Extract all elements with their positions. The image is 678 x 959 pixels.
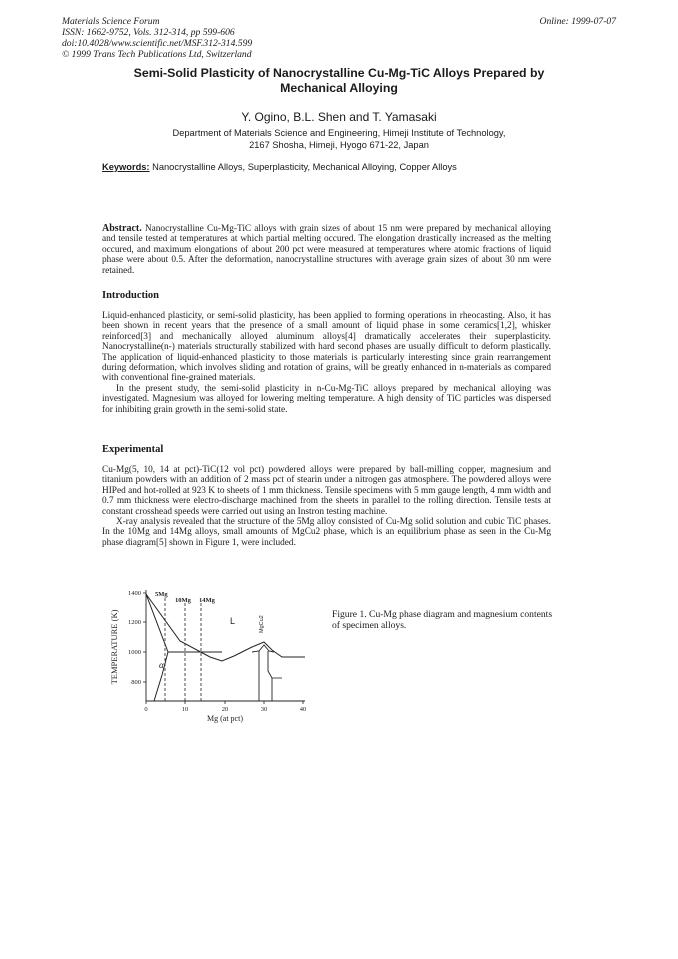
ytick-label: 800 xyxy=(131,679,141,686)
keywords-text: Nanocrystalline Alloys, Superplasticity, Mechanical Alloying, Copper Alloys xyxy=(152,162,457,172)
abstract-text: Nanocrystalline Cu-Mg-TiC alloys with grain sizes of about 15 nm were prepared by mechanical alloying and tensile tested at temperatures at which partial melting occured. The elongation drastically increased as the melting occured, and maximum elongations of about 200 pct were measured at temperatures where atomic fractions of liquid phase were about 0.5. After the deformation, nanocrystalline structures with average grain sizes of about 30 nm were retained. xyxy=(102,224,551,276)
online-date: Online: 1999-07-07 xyxy=(539,16,616,27)
x-axis-title: Mg (at pct) xyxy=(207,714,243,723)
affiliation-line-2: 2167 Shosha, Himeji, Hyogo 671-22, Japan xyxy=(249,140,429,150)
figure-caption: Figure 1. Cu-Mg phase diagram and magnesium contents of specimen alloys. xyxy=(332,609,553,631)
alloy-14mg-label: 14Mg xyxy=(199,597,215,604)
title-line-1: Semi-Solid Plasticity of Nanocrystalline Cu-Mg-TiC Alloys Prepared by xyxy=(133,66,545,80)
experimental-heading: Experimental xyxy=(102,444,164,455)
keywords-label: Keywords: xyxy=(102,162,150,172)
ytick-label: 1000 xyxy=(128,649,141,656)
experimental-paragraph-2: X-ray analysis revealed that the structure of the 5Mg alloy consisted of Cu-Mg solid solution and cubic TiC phases. In the 10Mg and 14Mg alloys, small amounts of MgCu2 phase, which is an equilibrium phase as seen in the Cu-Mg phase diagram[5] shown in Figure 1, were included. xyxy=(102,517,551,548)
journal-header xyxy=(62,16,252,60)
issn-line: ISSN: 1662-9752, Vols. 312-314, pp 599-606 xyxy=(62,27,235,38)
mgcu2-right-boundary xyxy=(268,651,272,701)
introduction-heading: Introduction xyxy=(102,290,159,301)
ytick-label: 1400 xyxy=(128,590,141,597)
phase-diagram-figure xyxy=(102,583,316,723)
liquid-region-label: L xyxy=(230,616,236,626)
doi-line[interactable]: doi:10.4028/www.scientific.net/MSF.312-314.599 xyxy=(62,38,253,49)
title-line-2: Mechanical Alloying xyxy=(280,81,398,95)
introduction-paragraph-2: In the present study, the semi-solid plasticity in n-Cu-Mg-TiC alloys prepared by mechanical alloying was investigated. Magnesium was alloyed for lowering melting temperature. A high density of TiC particles was dispersed for inhibiting grain growth in the semi-solid state. xyxy=(102,383,551,415)
ytick-label: 1200 xyxy=(128,619,141,626)
xtick-label: 20 xyxy=(221,706,229,713)
xtick-label: 10 xyxy=(181,706,189,713)
abstract-label: Abstract. xyxy=(102,223,142,234)
mgcu2-label: MgCu2 xyxy=(259,615,265,633)
xtick-label: 30 xyxy=(260,706,268,713)
liquidus-line xyxy=(146,594,305,661)
xtick-label: 40 xyxy=(299,706,307,713)
introduction-body xyxy=(102,311,551,415)
abstract xyxy=(102,224,551,276)
experimental-paragraph-1: Cu-Mg(5, 10, 14 at pct)-TiC(12 vol pct) powdered alloys were prepared by ball-milling copper, magnesium and titanium powders with an addition of 2 mass pct of stearin under a nitrogen gas atmosphere. The powdered alloys were HIPed and hot-rolled at 923 K to sheets of 1 mm thickness. Tensile specimens with 5 mm gauge length, 4 mm width and 0.7 mm thickness were electro-discharge machined from the sheets in parallel to the rolling direction. Tensile tests at constant crosshead speeds were carried out using an Instron testing machine. xyxy=(102,465,551,517)
affiliation xyxy=(0,127,678,151)
alloy-5mg-label: 5Mg xyxy=(155,591,168,598)
introduction-paragraph-1: Liquid-enhanced plasticity, or semi-solid plasticity, has been applied to forming operations in rheocasting. Also, it has been shown in recent years that the presence of a small amount of liquid phase in some ceramics[1,2], whisker reinforced[3] and mechanically alloyed aluminum alloys[4] dramatically accelerates their superplasticity. Nanocrystalline(n-) materials structurally stabilized with hard second phases are usually difficult to deform plastically. The application of liquid-enhanced plasticity to those materials is particularly interesting since grain rearrangement during deformation, which involves sliding and rotation of grains, will be greatly enhanced in n-materials as compared with conventional fine-grained materials. xyxy=(102,311,551,384)
y-axis-title: TEMPERATURE (K) xyxy=(109,609,119,685)
journal-name: Materials Science Forum xyxy=(62,16,160,27)
paper-title xyxy=(80,66,598,96)
copyright-line: © 1999 Trans Tech Publications Ltd, Switzerland xyxy=(62,49,252,60)
alloy-10mg-label: 10Mg xyxy=(175,597,191,604)
phase-diagram xyxy=(102,583,316,723)
experimental-body xyxy=(102,465,551,548)
authors: Y. Ogino, B.L. Shen and T. Yamasaki xyxy=(241,110,437,124)
affiliation-line-1: Department of Materials Science and Engineering, Himeji Institute of Technology, xyxy=(172,128,506,138)
keywords xyxy=(102,162,457,172)
xtick-label: 0 xyxy=(144,706,148,713)
alpha-region-label: α xyxy=(159,660,164,670)
